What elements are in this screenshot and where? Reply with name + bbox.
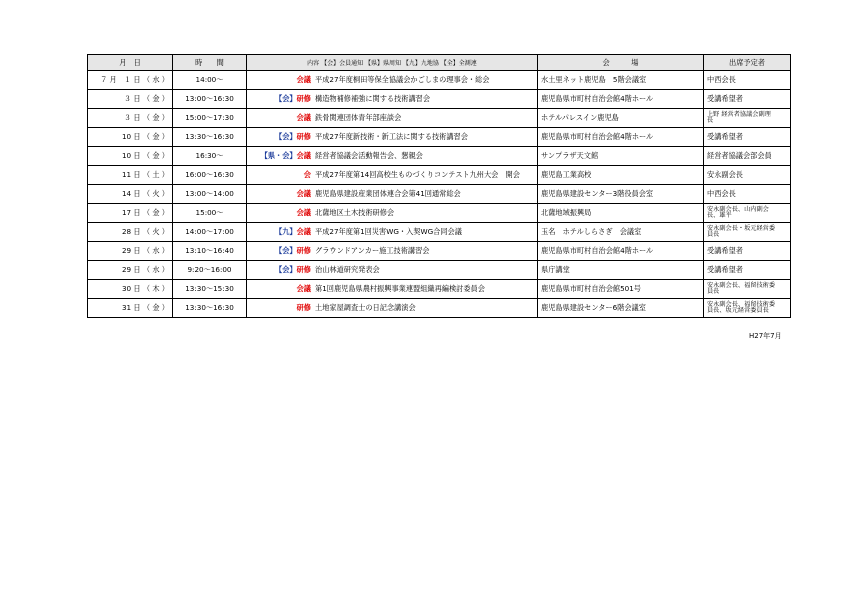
event-title: 治山林道研究発表会 <box>315 265 380 274</box>
category-label <box>250 284 311 294</box>
cell-date: 17 日 （ 金 ） <box>88 204 173 223</box>
cell-time: 14:00～17:00 <box>173 223 247 242</box>
event-title: 第1回鹿児島県農村振興事業連盟組織再編検討委員会 <box>315 284 485 293</box>
notice-prefix: 【会】 <box>275 265 297 274</box>
cell-attendee <box>704 223 791 242</box>
header-month-day: 月 日 <box>88 55 173 71</box>
attendee-line: 中西会長 <box>707 75 736 84</box>
table-row <box>88 185 791 204</box>
cell-content <box>247 109 538 128</box>
footer-note: H27年7月 <box>749 332 782 340</box>
cell-venue: 鹿児島県市町村自治会館4階ホール <box>538 128 704 147</box>
attendee-line: 長 <box>707 117 714 124</box>
cell-time: 13:30～16:30 <box>173 128 247 147</box>
cell-time: 13:10～16:40 <box>173 242 247 261</box>
cell-attendee <box>704 204 791 223</box>
notice-prefix: 【会】 <box>275 246 297 255</box>
cell-date: 28 日 （ 火 ） <box>88 223 173 242</box>
cell-time: 13:30～15:30 <box>173 280 247 299</box>
cell-content <box>247 128 538 147</box>
category-label <box>250 208 311 218</box>
table-row <box>88 299 791 318</box>
cell-date: ３ 日 （ 金 ） <box>88 90 173 109</box>
event-kind: 会 <box>303 170 311 179</box>
cell-time: 13:30～16:30 <box>173 299 247 318</box>
cell-venue: 水土里ネット鹿児島 5階会議室 <box>538 71 704 90</box>
attendee-line: 上野 経営者協議会副理 <box>707 110 771 118</box>
event-title: 構造物補修補強に関する技術講習会 <box>315 94 431 103</box>
cell-venue: 鹿児島県市町村自治会館4階ホール <box>538 90 704 109</box>
notice-prefix: 【県・会】 <box>260 151 297 160</box>
attendee-line: 員長、坂元経営委員長 <box>707 307 769 314</box>
cell-attendee <box>704 71 791 90</box>
table-row <box>88 109 791 128</box>
header-venue: 会 場 <box>538 55 704 71</box>
cell-time: 16:30～ <box>173 147 247 166</box>
cell-time: 15:00～17:30 <box>173 109 247 128</box>
cell-attendee <box>704 185 791 204</box>
cell-venue: 鹿児島県市町村自治会館501号 <box>538 280 704 299</box>
cell-date: 11 日 （ 土 ） <box>88 166 173 185</box>
event-kind: 会議 <box>296 189 311 198</box>
table-row <box>88 223 791 242</box>
table-row <box>88 128 791 147</box>
cell-venue: 北薩地域振興局 <box>538 204 704 223</box>
cell-content <box>247 223 538 242</box>
cell-attendee <box>704 147 791 166</box>
event-title: 北薩地区土木技術研修会 <box>315 208 395 217</box>
cell-content <box>247 261 538 280</box>
cell-attendee <box>704 109 791 128</box>
cell-content <box>247 299 538 318</box>
event-title: 平成27年度第1回災害WG・入契WG合同会議 <box>315 227 462 236</box>
category-label <box>250 246 311 256</box>
event-kind: 研修 <box>296 246 311 255</box>
cell-venue: 鹿児島県建設センター6階会議室 <box>538 299 704 318</box>
category-label <box>250 265 311 275</box>
category-label <box>250 303 311 313</box>
cell-attendee <box>704 261 791 280</box>
attendee-line: 受講希望者 <box>707 246 743 255</box>
table-row <box>88 166 791 185</box>
event-kind: 研修 <box>296 303 311 312</box>
cell-venue: 鹿児島県建設センター3階役員会室 <box>538 185 704 204</box>
attendee-line: 長、雄平 <box>707 212 732 219</box>
event-title: グラウンドアンカー施工技術講習会 <box>315 246 430 255</box>
attendee-line: 安永副会長、山内副会 <box>707 205 769 213</box>
event-title: 平成27年度新技術・新工法に関する技術講習会 <box>315 132 468 141</box>
table-row <box>88 242 791 261</box>
attendee-line: 受講希望者 <box>707 94 743 103</box>
cell-venue: ホテルパレスイン鹿児島 <box>538 109 704 128</box>
attendee-line: 員長 <box>707 288 720 295</box>
cell-date: ７ 月 １ 日 （ 水 ） <box>88 71 173 90</box>
category-label <box>250 189 311 199</box>
attendee-line: 経営者協議会部会員 <box>707 151 772 160</box>
attendee-line: 員長 <box>707 231 720 238</box>
cell-venue: 県庁講堂 <box>538 261 704 280</box>
table-row <box>88 280 791 299</box>
cell-time: 16:00～16:30 <box>173 166 247 185</box>
event-title: 平成27年度第14回高校生ものづくりコンテスト九州大会 開会 <box>315 170 520 179</box>
cell-date: 10 日 （ 金 ） <box>88 128 173 147</box>
cell-date: ３ 日 （ 金 ） <box>88 109 173 128</box>
table-row <box>88 90 791 109</box>
attendee-line: 受講希望者 <box>707 132 743 141</box>
event-kind: 会議 <box>296 151 311 160</box>
cell-attendee <box>704 90 791 109</box>
event-kind: 会議 <box>296 208 311 217</box>
cell-attendee <box>704 166 791 185</box>
header-attendee: 出席予定者 <box>704 55 791 71</box>
schedule-table <box>87 54 791 318</box>
notice-prefix: 【会】 <box>275 132 297 141</box>
event-kind: 会議 <box>296 227 311 236</box>
cell-venue: 鹿児島県市町村自治会館4階ホール <box>538 242 704 261</box>
cell-content <box>247 242 538 261</box>
attendee-line: 安永副会長、福留技術委 <box>707 281 776 289</box>
header-row <box>88 55 791 71</box>
attendee-line: 受講希望者 <box>707 265 743 274</box>
table-row <box>88 147 791 166</box>
cell-content <box>247 147 538 166</box>
cell-date: 10 日 （ 金 ） <box>88 147 173 166</box>
event-title: 土地家屋調査士の日記念講演会 <box>315 303 416 312</box>
table-row <box>88 261 791 280</box>
cell-date: 31 日 （ 金 ） <box>88 299 173 318</box>
cell-attendee <box>704 242 791 261</box>
header-time: 時 間 <box>173 55 247 71</box>
category-label <box>250 170 311 180</box>
event-kind: 研修 <box>296 94 311 103</box>
event-kind: 研修 <box>296 132 311 141</box>
cell-time: 13:00～16:30 <box>173 90 247 109</box>
cell-venue: 鹿児島工業高校 <box>538 166 704 185</box>
cell-attendee <box>704 299 791 318</box>
event-title: 鉄骨関連団体青年部座談会 <box>315 113 402 122</box>
cell-content <box>247 71 538 90</box>
cell-content <box>247 204 538 223</box>
cell-content <box>247 280 538 299</box>
event-kind: 会議 <box>296 113 311 122</box>
cell-date: 30 日 （ 木 ） <box>88 280 173 299</box>
cell-venue: 玉名 ホテルしらさぎ 会議室 <box>538 223 704 242</box>
attendee-line: 安永副会長・坂元経営委 <box>707 224 776 232</box>
event-kind: 会議 <box>296 284 311 293</box>
cell-content <box>247 90 538 109</box>
cell-date: 29 日 （ 水 ） <box>88 242 173 261</box>
cell-venue: サンプラザ天文館 <box>538 147 704 166</box>
attendee-line: 中西会長 <box>707 189 736 198</box>
cell-time: 14:00～ <box>173 71 247 90</box>
attendee-line: 安永副会長 <box>707 170 743 179</box>
category-label <box>250 75 311 85</box>
event-title: 平成27年度桐田等保全協議会かごしまの理事会・総会 <box>315 75 490 84</box>
event-title: 経営者協議会活動報告会、懇親会 <box>315 151 423 160</box>
cell-date: 14 日 （ 火 ） <box>88 185 173 204</box>
table-row <box>88 204 791 223</box>
table-row <box>88 71 791 90</box>
cell-time: 9:20～16:00 <box>173 261 247 280</box>
event-kind: 会議 <box>296 75 311 84</box>
cell-attendee <box>704 280 791 299</box>
event-kind: 研修 <box>296 265 311 274</box>
cell-date: 29 日 （ 水 ） <box>88 261 173 280</box>
category-label <box>250 94 311 104</box>
attendee-line: 安永副会長、福留技術委 <box>707 300 776 308</box>
cell-content <box>247 166 538 185</box>
category-label <box>250 227 311 237</box>
category-label <box>250 132 311 142</box>
cell-time: 13:00～14:00 <box>173 185 247 204</box>
notice-prefix: 【九】 <box>275 227 297 236</box>
event-title: 鹿児島県建設産業団体連合会第41回通常総会 <box>315 189 461 198</box>
cell-content <box>247 185 538 204</box>
cell-time: 15:00～ <box>173 204 247 223</box>
category-label <box>250 113 311 123</box>
header-content: 内容 【会】会員通知 【県】県周知 【九】九地協 【全】全測連 <box>247 55 538 71</box>
category-label <box>250 151 311 161</box>
notice-prefix: 【会】 <box>275 94 297 103</box>
cell-attendee <box>704 128 791 147</box>
